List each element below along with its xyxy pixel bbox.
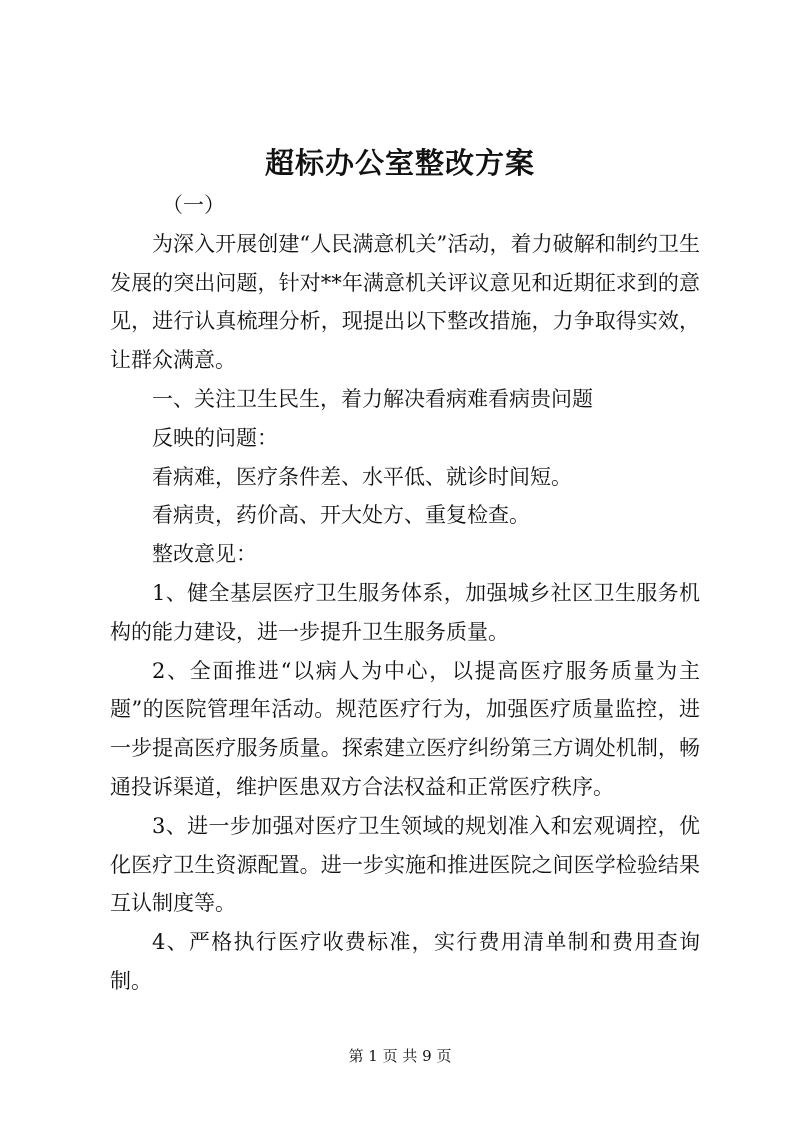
measure-paragraph: 2、全面推进“以病人为中心，以提高医疗服务质量为主题”的医院管理年活动。规范医疗行为，加强医疗质量监控，进一步提高医疗服务质量。探索建立医疗纠纷第三方调处机制，畅通投诉渠道，维护医患双方合法权益和正常医疗秩序。	[110, 658, 700, 799]
section-heading: 一、关注卫生民生，着力解决看病难看病贵问题	[152, 386, 593, 411]
section-subheading: （一）	[162, 193, 225, 217]
issue-item: 看病难，医疗条件差、水平低、就诊时间短。	[152, 464, 572, 489]
issue-item: 看病贵，药价高、开大处方、重复检查。	[152, 503, 530, 528]
intro-paragraph: 为深入开展创建“人民满意机关”活动，着力破解和制约卫生发展的突出问题，针对**年满意机关评议意见和近期征求到的意见，进行认真梳理分析，现提出以下整改措施，力争取得实效，让群众满意。	[110, 231, 700, 373]
page-footer: 第 1 页 共 9 页	[348, 1047, 452, 1065]
measure-paragraph: 4、严格执行医疗收费标准，实行费用清单制和费用查询制。	[110, 930, 700, 993]
issues-label: 反映的问题：	[152, 425, 278, 450]
document-body	[110, 186, 700, 1001]
measure-paragraph: 3、进一步加强对医疗卫生领域的规划准入和宏观调控，优化医疗卫生资源配置。进一步实施和推进医院之间医学检验结果互认制度等。	[110, 813, 700, 916]
measure-paragraph: 1、健全基层医疗卫生服务体系，加强城乡社区卫生服务机构的能力建设，进一步提升卫生服务质量。	[110, 580, 700, 644]
document-title: 超标办公室整改方案	[264, 146, 535, 180]
rectification-label: 整改意见：	[152, 542, 257, 567]
